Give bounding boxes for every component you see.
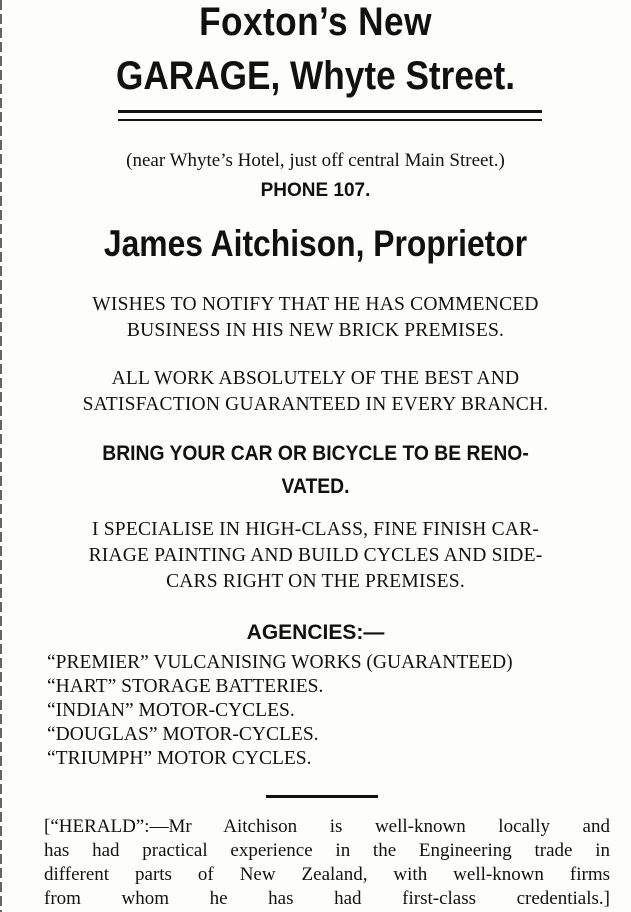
notice-line: BRING YOUR CAR OR BICYCLE TO BE RENO- xyxy=(102,442,529,465)
notice-commenced xyxy=(0,292,631,344)
agency-item: “HART” STORAGE BATTERIES. xyxy=(47,676,324,697)
notice-line: CARS RIGHT ON THE PREMISES. xyxy=(166,571,465,592)
title-divider-thin xyxy=(118,119,542,121)
agency-item: “TRIUMPH” MOTOR CYCLES. xyxy=(47,748,312,769)
agency-item: “DOUGLAS” MOTOR-CYCLES. xyxy=(47,724,319,745)
notice-line: SATISFACTION GUARANTEED IN EVERY BRANCH. xyxy=(82,394,549,415)
notice-line: BUSINESS IN HIS NEW BRICK PREMISES. xyxy=(126,320,505,341)
phone-number: PHONE 107. xyxy=(260,180,371,201)
herald-line: different parts of New Zealand, with well-known firms xyxy=(44,864,610,885)
agency-item: “PREMIER” VULCANISING WORKS (GUARANTEED) xyxy=(47,652,513,673)
notice-line: WISHES TO NOTIFY THAT HE HAS COMMENCED xyxy=(92,294,539,315)
notice-line: VATED. xyxy=(281,475,350,498)
notice-guarantee xyxy=(0,366,631,418)
notice-specialise xyxy=(0,517,631,595)
herald-line: from whom he has had first-class credentials.] xyxy=(44,888,610,909)
herald-line: [“HERALD”:—Mr Aitchison is well-known locally and xyxy=(44,816,610,837)
notice-line: RIAGE PAINTING AND BUILD CYCLES AND SIDE- xyxy=(88,545,543,566)
location-note: (near Whyte’s Hotel, just off central Main Street.) xyxy=(126,150,505,171)
proprietor-heading: James Aitchison, Proprietor xyxy=(103,223,528,264)
notice-line: ALL WORK ABSOLUTELY OF THE BEST AND xyxy=(111,368,520,389)
section-divider xyxy=(266,795,378,798)
ad-title-line1: Foxton’s New xyxy=(199,0,432,44)
agency-item: “INDIAN” MOTOR-CYCLES. xyxy=(47,700,295,721)
herald-note xyxy=(44,815,610,911)
notice-renovate xyxy=(25,437,606,503)
notice-line: I SPECIALISE IN HIGH-CLASS, FINE FINISH CAR- xyxy=(91,519,540,540)
herald-line: has had practical experience in the Engineering trade in xyxy=(44,840,610,861)
agencies-heading: AGENCIES:— xyxy=(246,621,385,644)
agencies-list xyxy=(47,651,513,771)
title-divider-thick xyxy=(118,110,542,113)
column-border xyxy=(0,0,2,912)
ad-title-line2: GARAGE, Whyte Street. xyxy=(116,54,515,98)
